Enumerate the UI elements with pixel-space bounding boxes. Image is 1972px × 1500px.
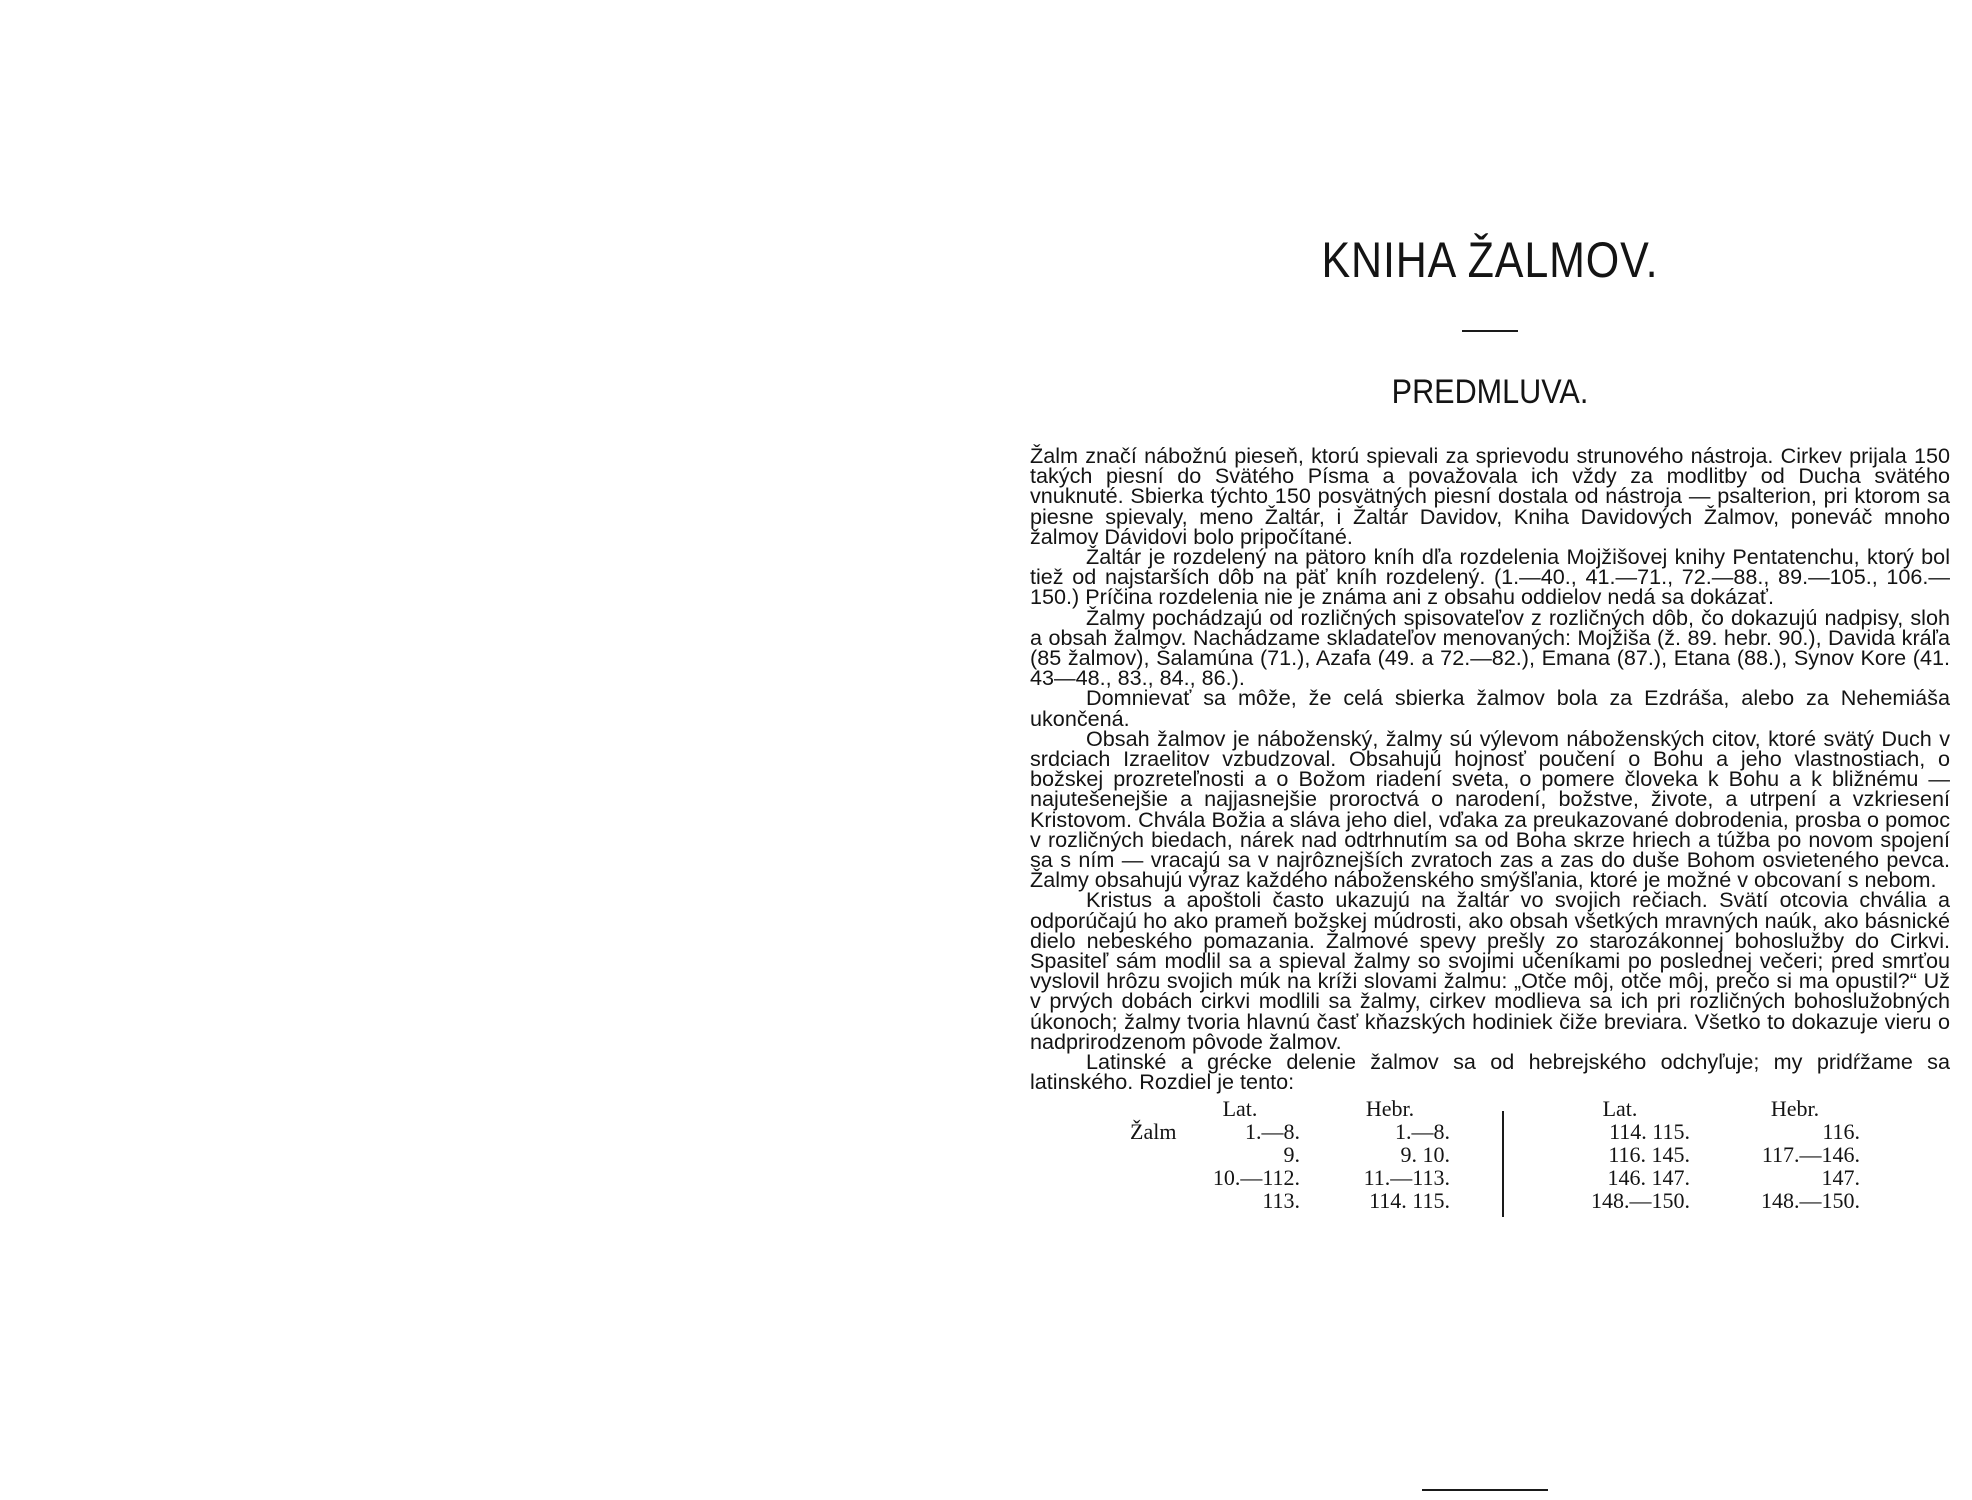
table-cell: 117.—146. — [1761, 1141, 1860, 1167]
left-lat-column — [1180, 1097, 1300, 1212]
paragraph: Žalm značí nábožnú pieseň, ktorú spievali za sprievodu strunového nástroja. Cirkev prijala 150 takých piesní do Svätého Písma a považovala ich vždy za modlitby od Ducha svätého vnuknuté. Sbierka týchto 150 posvätných piesní dostala od nástroja — psalterion, pri ktorom sa piesne spievaly, meno Žaltár, i Žaltár Davidov, Kniha Davidových Žalmov, poneváč mnoho žalmov Dávidovi bolo pripočítané. — [1030, 443, 1950, 549]
table-cell: 10.—112. — [1212, 1164, 1300, 1190]
paragraph: Latinské a grécke delenie žalmov sa od hebrejského odchyľuje; my pridŕžame sa latinského. Rozdiel je tento: — [1030, 1049, 1950, 1095]
right-hebr-column — [1730, 1097, 1860, 1212]
table-cell: 11.—113. — [1363, 1164, 1450, 1190]
table-column-divider — [1502, 1111, 1504, 1217]
book-title: KNIHA ŽALMOV. — [1321, 232, 1659, 288]
table-cell: 114. 115. — [1369, 1187, 1450, 1213]
table-cell: 148.—150. — [1761, 1187, 1860, 1213]
title-divider — [1462, 330, 1518, 332]
table-cell: 1.—8. — [1395, 1118, 1450, 1144]
psalm-numbering-table — [1030, 1097, 1950, 1227]
lat-header: Lat. — [1222, 1095, 1258, 1121]
section-title: PREDMLUVA. — [1391, 373, 1589, 411]
hebr-header: Hebr. — [1770, 1095, 1820, 1121]
preface-text — [1030, 443, 1950, 1095]
table-cell: 1.—8. — [1245, 1118, 1300, 1144]
right-lat-column — [1550, 1097, 1690, 1212]
paragraph: Žaltár je rozdelený na pätoro kníh dľa rozdelenia Mojžišovej knihy Pentatenchu, ktorý bol tiež od najstarších dôb na päť kníh rozdelený. (1.—40., 41.—71., 72.—88., 89.—105., 106.—150.) Príčina rozdelenia nie je známa ani z obsahu oddielov nedá sa dokázať. — [1030, 544, 1950, 610]
row-prefix: Žalm — [1130, 1118, 1177, 1144]
table-cell: 113. — [1262, 1187, 1300, 1213]
paragraph: Kristus a apoštoli často ukazujú na žaltár vo svojich rečiach. Svätí otcovia chvália a odporúčajú ho ako prameň božskej múdrosti, ako obsah všetkých mravných naúk, ako básnické dielo nebeského pomazania. Žalmové spevy prešly zo starozákonnej bohoslužby do Cirkvi. Spasiteľ sám modlil sa a spieval žalmy so svojimi učeníkami po poslednej večeri; pred smrťou vyslovil hrôzu svojich múk na kríži slovami žalmu: „Otče môj, otče môj, prečo si ma opustil?“ Už v prvých dobách cirkvi modlili sa žalmy, cirkev modlieva sa ich pri rozličných bohoslužobných úkonoch; žalmy tvoria hlavnú časť kňazských hodiniek čiže breviara. Všetko to dokazuje vieru o nadprirodzenom pôvode žalmov. — [1030, 887, 1950, 1054]
book-page — [1030, 230, 1950, 1227]
table-cell: 146. 147. — [1607, 1164, 1690, 1190]
bottom-divider — [1422, 1489, 1548, 1491]
table-cell: 116. 145. — [1608, 1141, 1690, 1167]
paragraph: Obsah žalmov je náboženský, žalmy sú výlevom náboženských citov, ktoré svätý Duch v srdciach Izraelitov vzbudzoval. Obsahujú hojnosť poučení o Bohu a jeho vlastnostiach, o božskej prozreteľnosti a o Božom riadení sveta, o pomere človeka k Bohu a k bližnému — najutešenejšie a najjasnejšie proroctvá o narodení, božstve, živote, a utrpení a vzkriesení Kristovom. Chvála Božia a sláva jeho diel, vďaka za preukazované dobrodenia, prosba o pomoc v rozličných biedach, nárek nad odtrhnutím sa od Boha skrze hriech a túžba po novom spojení sa s ním — vracajú sa v najrôznejších zvratoch zas a zas do duše Bohom osvieteného pevca. Žalmy obsahujú výraz každého náboženského smýšľania, ktoré je možné v obcovaní s nebom. — [1030, 725, 1950, 893]
left-hebr-column — [1330, 1097, 1450, 1212]
hebr-header: Hebr. — [1365, 1095, 1415, 1121]
lat-header: Lat. — [1602, 1095, 1638, 1121]
table-cell: 9. — [1283, 1141, 1300, 1167]
table-cell: 116. — [1822, 1118, 1860, 1144]
table-cell: 9. 10. — [1400, 1141, 1450, 1167]
table-cell: 114. 115. — [1609, 1118, 1690, 1144]
paragraph: Domnievať sa môže, že celá sbierka žalmov bola za Ezdráša, alebo za Nehemiáša ukončená. — [1030, 685, 1950, 731]
table-cell: 147. — [1821, 1164, 1860, 1190]
table-cell: 148.—150. — [1591, 1187, 1690, 1213]
paragraph: Žalmy pochádzajú od rozličných spisovateľov z rozličných dôb, čo dokazujú nadpisy, sloh a obsah žalmov. Nachádzame skladateľov menovaných: Mojžiša (ž. 89. hebr. 90.), Davida kráľa (85 žalmov), Šalamúna (71.), Azafa (49. a 72.—82.), Emana (87.), Etana (88.), Synov Kore (41. 43—48., 83., 84., 86.). — [1030, 604, 1950, 691]
